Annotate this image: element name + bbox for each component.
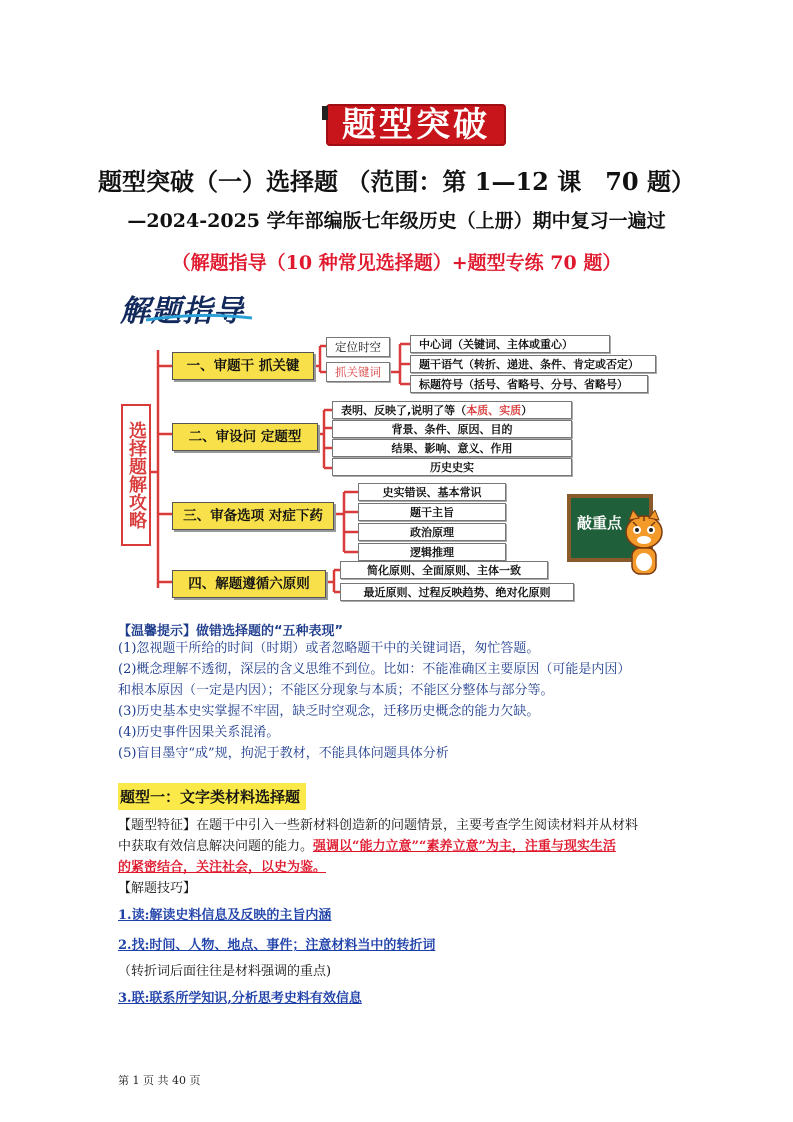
tip-3: (3)历史基本史实掌握不牢固，缺乏时空观念，迁移历史概念的能力欠缺。: [118, 704, 540, 719]
cat1-leaf-3: 标题符号（括号、省略号、分号、省略号）: [410, 375, 648, 393]
feature-line-3: [118, 857, 678, 878]
cat4-leaf-2: 最近原则、过程反映趋势、绝对化原则: [340, 583, 574, 601]
category-1: 一、审题干 抓关键: [172, 352, 314, 380]
cat1-sub-keyword: 抓关键词: [326, 362, 390, 382]
mindmap-side-label: 选择题解攻略: [121, 404, 151, 546]
tip-1: (1)忽视题干所给的时间（时期）或者忽略题干中的关键词语，匆忙答题。: [118, 641, 540, 656]
cat3-leaf-2: 题干主旨: [358, 503, 506, 521]
swoosh-icon: [144, 314, 254, 322]
banner: [326, 104, 506, 146]
strategy-mindmap: [118, 332, 674, 608]
category-4: 四、解题遵循六原则: [172, 570, 326, 598]
feature-emphasis-2: 的紧密结合，关注社会，以史为鉴。: [118, 860, 327, 875]
page-footer: 第 1 页 共 40 页: [118, 1074, 201, 1087]
feature-line-2: [118, 836, 678, 857]
type1-heading: 题型一：文字类材料选择题: [118, 783, 306, 810]
category-2: 二、审设问 定题型: [172, 423, 318, 451]
cat3-leaf-3: 政治原理: [358, 523, 506, 541]
cat4-leaf-1: 简化原则、全面原则、主体一致: [340, 561, 548, 579]
feature-line-2-text: 中获取有效信息解决问题的能力。: [118, 839, 314, 854]
skill-1: [118, 905, 678, 926]
tips-heading: 【温馨提示】做错选择题的“五种表现”: [118, 624, 344, 639]
tip-2b: 和根本原因（一定是内因）；不能区分现象与本质；不能区分整体与部分等。: [118, 683, 554, 698]
skill-3: [118, 988, 678, 1009]
cat2-leaf-1: [332, 401, 572, 419]
skill-2: [118, 935, 678, 956]
cat3-leaf-4: 逻辑推理: [358, 543, 506, 561]
cat2-leaf-1-c: ）: [521, 404, 533, 417]
guide-heading: [120, 286, 248, 329]
skill-3-text: 3.联:联系所学知识,分析思考史料有效信息: [118, 991, 362, 1006]
cat2-leaf-2: 背景、条件、原因、目的: [332, 420, 572, 438]
cat2-leaf-1-a: 表明、反映了,说明了等（: [341, 404, 467, 417]
skills-heading: 【解题技巧】: [118, 881, 197, 896]
tip-5: (5)盲目墨守“成”规，拘泥于教材，不能具体问题具体分析: [118, 746, 449, 761]
skill-2-note: （转折词后面往往是材料强调的重点): [118, 964, 332, 979]
cat1-leaf-1: 中心词（关键词、主体或重心）: [410, 335, 610, 353]
cat3-leaf-1: 史实错误、基本常识: [358, 483, 506, 501]
tip-2a: (2)概念理解不透彻，深层的含义思维不到位。比如：不能准确区主要原因（可能是内因）: [118, 662, 631, 677]
tiger-mascot-icon: [621, 510, 667, 580]
cat2-leaf-3: 结果、影响、意义、作用: [332, 439, 572, 457]
title-line-3: （解题指导（10 种常见选择题）+题型专练 70 题）: [171, 252, 622, 274]
guide-heading-text: 解题指导: [120, 294, 244, 329]
cat2-leaf-4: 历史史实: [332, 458, 572, 476]
skill-2-text: 2.找:时间、人物、地点、事件；注意材料当中的转折词: [118, 938, 436, 953]
feature-emphasis-1: 强调以“能力立意”“素养立意”为主，注重与现实生活: [313, 839, 616, 854]
cat1-sub-time: 定位时空: [326, 337, 390, 357]
board-text: 敲重点: [577, 514, 623, 532]
skill-1-text: 1.读:解读史料信息及反映的主旨内涵: [118, 908, 332, 923]
title-line-1: 题型突破（一）选择题 （范围：第 1—12 课 70 题）: [98, 167, 695, 196]
feature-line-1: 【题型特征】在题干中引入一些新材料创造新的问题情景，主要考查学生阅读材料并从材料: [118, 818, 639, 833]
tip-4: (4)历史事件因果关系混淆。: [118, 725, 280, 740]
cat1-leaf-2: 题干语气（转折、递进、条件、肯定或否定）: [410, 355, 656, 373]
title-line-2: —2024-2025 学年部编版七年级历史（上册）期中复习一遍过: [127, 210, 666, 232]
banner-text: 题型突破: [342, 105, 490, 145]
category-3: 三、审备选项 对症下药: [172, 502, 334, 530]
cat2-leaf-1-b: 本质、实质: [466, 404, 522, 417]
